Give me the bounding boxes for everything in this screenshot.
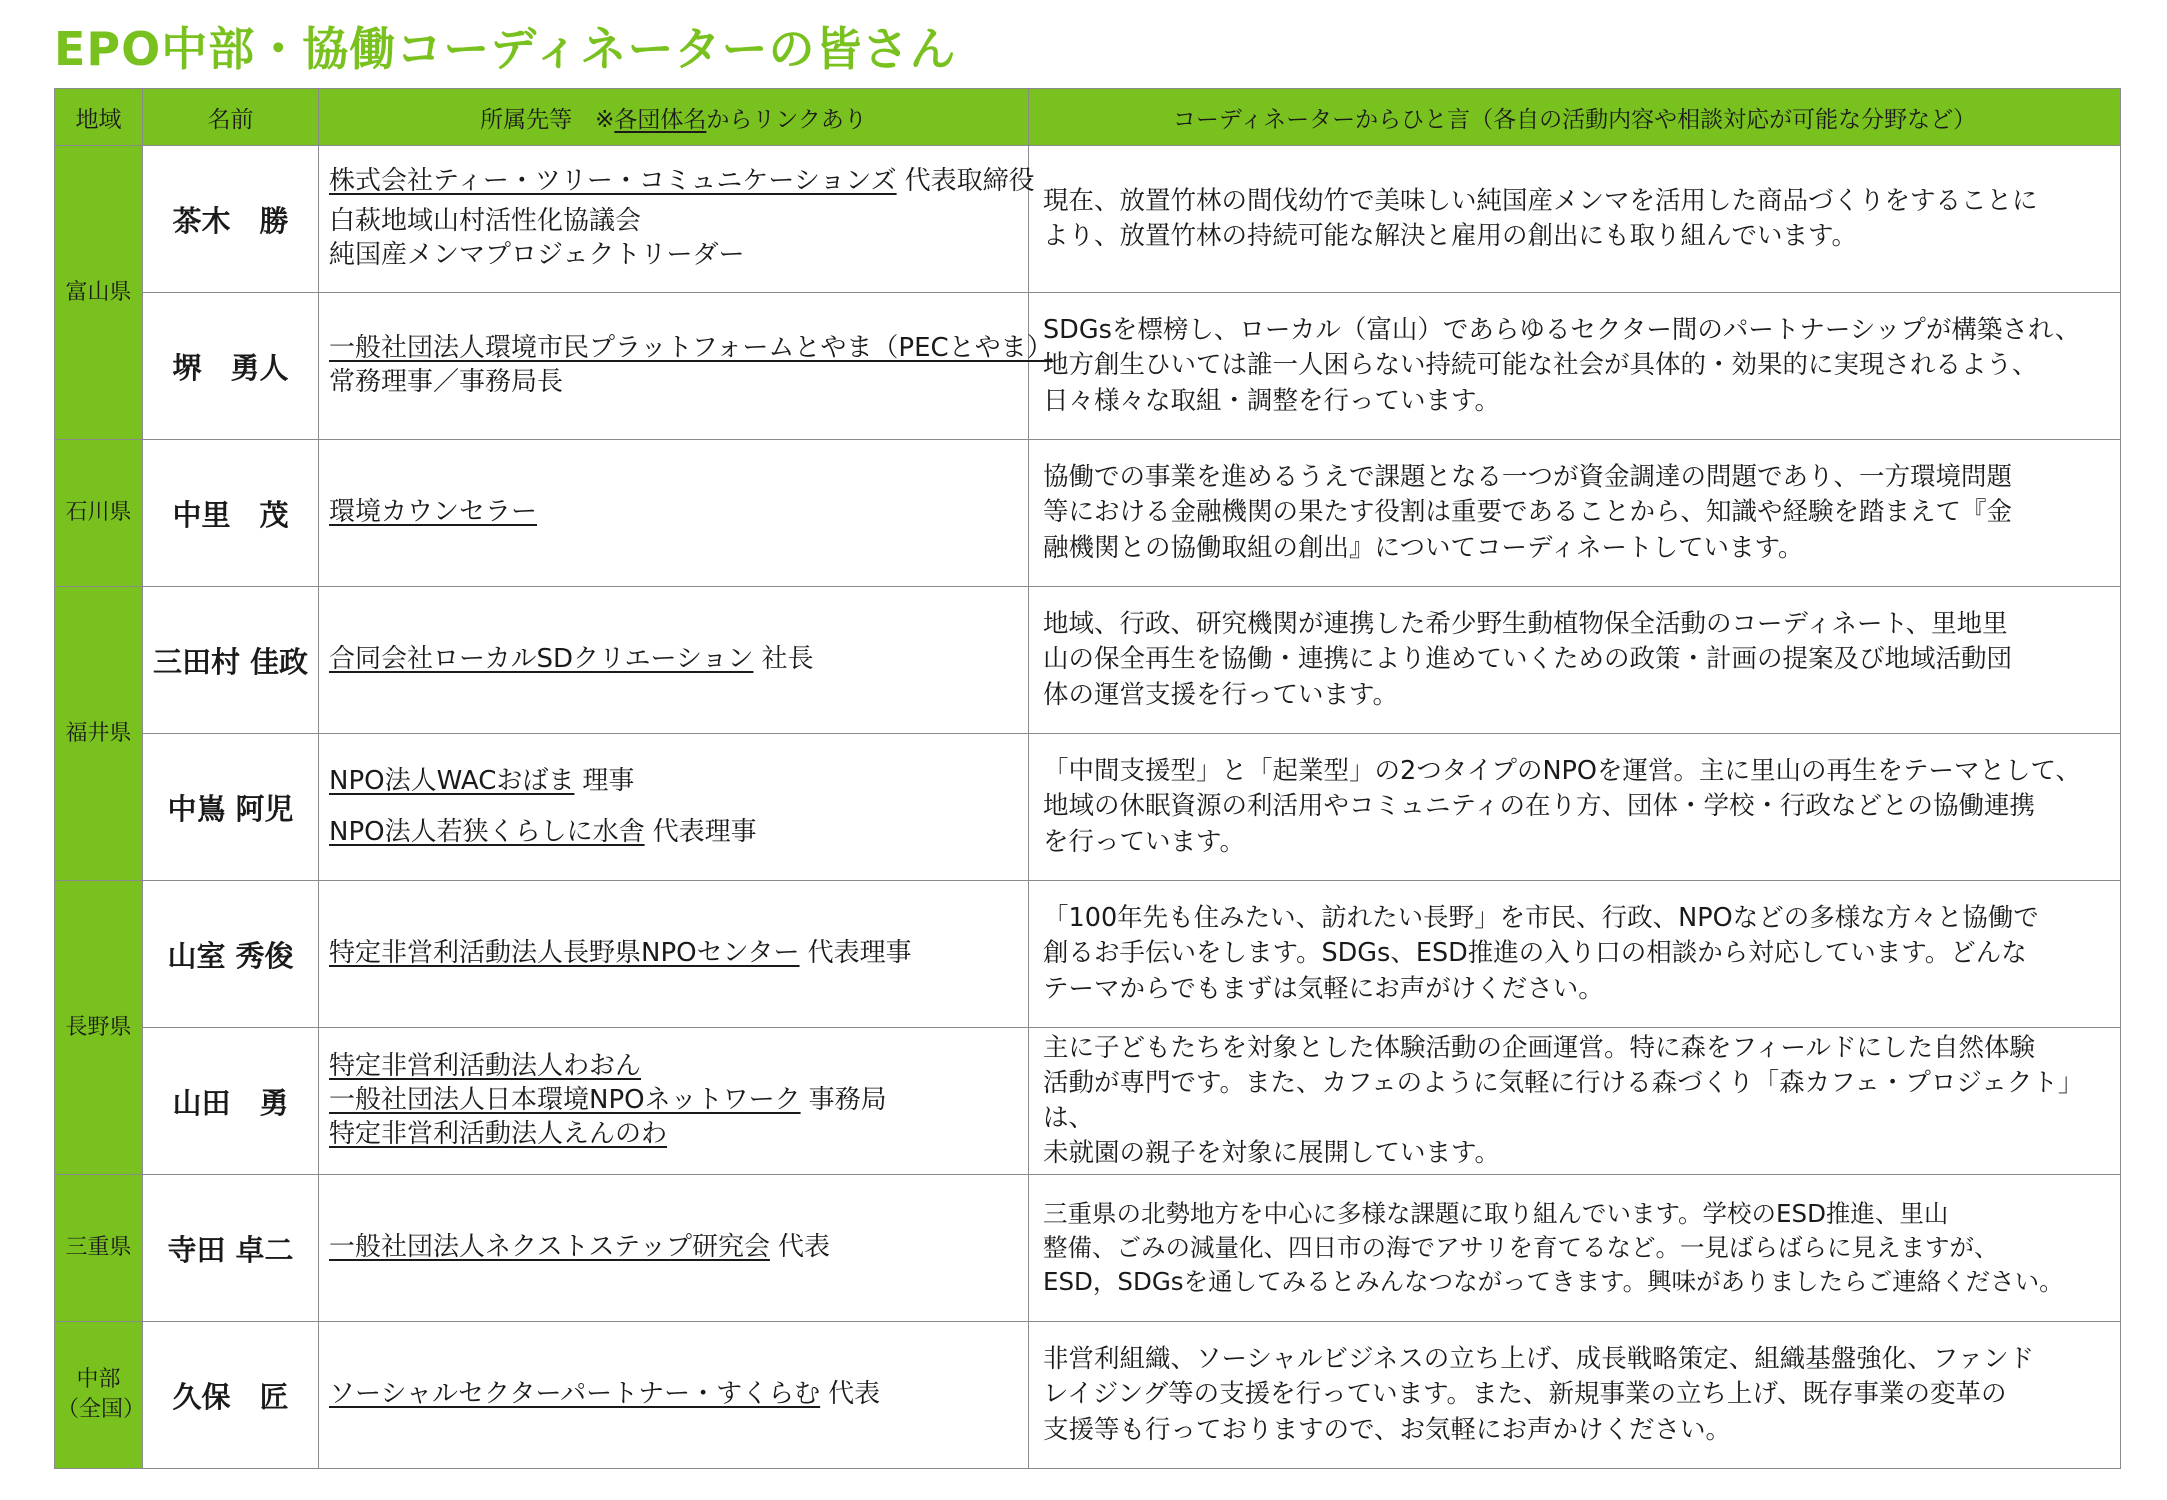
affiliation-line (329, 1375, 1018, 1415)
role-text: 社長 (761, 644, 814, 675)
table-row (55, 587, 2121, 734)
comment-line: 非営利組織、ソーシャルビジネスの立ち上げ、成長戦略策定、組織基盤強化、ファンド (1043, 1344, 2035, 1375)
name-cell: 山室 秀俊 (143, 881, 319, 1028)
table-row (55, 1322, 2121, 1469)
comment-line: 地域、行政、研究機関が連携した希少野生動植物保全活動のコーディネート、里地里 (1043, 609, 2008, 640)
table-row (55, 293, 2121, 440)
affiliation-line (329, 1084, 1018, 1118)
comment-cell (1029, 734, 2121, 881)
comment-line: 活動が専門です。また、カフェのように気軽に行ける森づくり「森カフェ・プロジェクト」は、 (1043, 1067, 2084, 1133)
affiliation-cell (319, 1322, 1029, 1469)
region-cell: 石川県 (55, 440, 143, 587)
header-affiliation-underlined: 各団体名 (614, 106, 707, 133)
comment-line: より、放置竹林の持続可能な解決と雇用の創出にも取り組んでいます。 (1043, 221, 1857, 251)
region-cell: 三重県 (55, 1175, 143, 1322)
role-text: 理事 (582, 765, 635, 796)
name-cell: 寺田 卓二 (143, 1175, 319, 1322)
affiliation-line (329, 493, 1018, 533)
affiliation-line (329, 640, 1018, 680)
comment-cell (1029, 1175, 2121, 1322)
affiliation-line (329, 332, 1053, 366)
affiliation-cell (319, 146, 1035, 293)
comment-cell (1029, 293, 2121, 440)
org-link[interactable]: 一般社団法人日本環境NPOネットワーク (329, 1085, 801, 1116)
region-cell (55, 1322, 146, 1469)
affiliation-line (329, 202, 1018, 276)
table-row (55, 734, 2121, 881)
region-label: 中部 (76, 1367, 121, 1393)
header-affiliation-prefix: 所属先等 ※ (480, 106, 615, 133)
affiliation-cell (319, 1175, 1029, 1322)
comment-line: 等における金融機関の果たす役割は重要であることから、知識や経験を踏まえて『金 (1043, 497, 2013, 528)
comment-line: 現在、放置竹林の間伐幼竹で美味しい純国産メンマを活用した商品づくりをすることに (1043, 185, 2038, 216)
comment-line: 日々様々な取組・調整を行っています。 (1043, 385, 1500, 416)
name-cell: 中里 茂 (143, 440, 319, 587)
header-comment: コーディネーターからひと言（各自の活動内容や相談対応が可能な分野など） (1029, 89, 2121, 146)
org-link[interactable]: 合同会社ローカルSDクリエーション (329, 644, 754, 675)
header-region: 地域 (55, 89, 143, 146)
comment-line: テーマからでもまずは気軽にお声がけください。 (1043, 973, 1604, 1004)
affiliation-line (329, 1228, 1018, 1268)
affiliation-line (329, 1118, 1018, 1152)
comment-line: ESD，SDGsを通してみるとみんなつながってきます。興味がありましたらご連絡ください。 (1043, 1266, 2064, 1296)
table-row (55, 1028, 2121, 1175)
comment-line: 「100年先も住みたい、訪れたい長野」を市民、行政、NPOなどの多様な方々と協働で (1043, 903, 2039, 934)
affiliation-line (329, 162, 1035, 202)
name-cell: 山田 勇 (143, 1028, 319, 1175)
comment-line: 融機関との協働取組の創出』についてコーディネートしています。 (1043, 532, 1804, 563)
region-cell: 福井県 (55, 587, 143, 881)
affiliation-cell (319, 1028, 1029, 1175)
affiliation-cell (319, 881, 1029, 1028)
org-link[interactable]: 特定非営利活動法人わおん (329, 1051, 642, 1082)
coordinator-table (54, 88, 2121, 1469)
comment-cell (1029, 587, 2121, 734)
org-link[interactable]: 一般社団法人ネクストステップ研究会 (329, 1232, 770, 1263)
comment-line: レイジング等の支援を行っています。また、新規事業の立ち上げ、既存事業の変革の (1043, 1379, 2007, 1410)
comment-line: 主に子どもたちを対象とした体験活動の企画運営。特に森をフィールドにした自然体験 (1043, 1032, 2035, 1063)
comment-line: 支援等も行っておりますので、お気軽にお声かけください。 (1043, 1414, 1731, 1445)
comment-line: 協働での事業を進めるうえで課題となる一つが資金調達の問題であり、一方環境問題 (1043, 462, 2013, 493)
comment-cell (1029, 440, 2121, 587)
org-link[interactable]: 特定非営利活動法人長野県NPOセンター (329, 938, 800, 969)
comment-line: SDGsを標榜し、ローカル（富山）であらゆるセクター間のパートナーシップが構築され、 (1043, 315, 2081, 346)
org-link[interactable]: 環境カウンセラー (329, 497, 538, 528)
header-affiliation-suffix: からリンクあり (706, 106, 867, 133)
name-cell: 久保 匠 (143, 1322, 319, 1469)
role-text: 代表 (828, 1379, 881, 1410)
table-row (55, 1175, 2121, 1322)
comment-line: 地方創生ひいては誰一人困らない持続可能な社会が具体的・効果的に実現されるよう、 (1043, 350, 2038, 381)
region-cell: 富山県 (55, 146, 143, 440)
affiliation-line (329, 762, 1018, 813)
name-cell: 三田村 佳政 (143, 587, 319, 734)
affiliation-cell (319, 293, 1053, 440)
affiliation-cell (319, 440, 1029, 587)
name-cell: 堺 勇人 (143, 293, 319, 440)
region-cell: 長野県 (55, 881, 143, 1175)
table-header-row (55, 89, 2121, 146)
org-link[interactable]: NPO法人WACおばま (329, 765, 575, 796)
name-cell: 茶木 勝 (143, 146, 319, 293)
table-row (55, 881, 2121, 1028)
role-text: 代表取締役 (904, 166, 1035, 197)
affiliation-text: 純国産メンマプロジェクトリーダー (329, 239, 745, 270)
affiliation-cell (319, 734, 1029, 881)
comment-cell (1029, 1322, 2121, 1469)
header-name: 名前 (143, 89, 319, 146)
org-link[interactable]: 特定非営利活動法人えんのわ (329, 1118, 668, 1149)
comment-line: 地域の休眠資源の利活用やコミュニティの在り方、団体・学校・行政などとの協働連携 (1043, 791, 2035, 822)
comment-line: 三重県の北勢地方を中心に多様な課題に取り組んでいます。学校のESD推進、里山 (1043, 1199, 1949, 1229)
name-cell: 中嶌 阿児 (143, 734, 319, 881)
region-label: （全国） (57, 1397, 146, 1422)
role-text: 常務理事／事務局長 (329, 367, 564, 397)
affiliation-line (329, 813, 1018, 853)
comment-line: 山の保全再生を協働・連携により進めていくための政策・計画の提案及び地域活動団 (1043, 644, 2013, 675)
comment-cell (1029, 1028, 2121, 1175)
role-text: 事務局 (808, 1085, 887, 1116)
comment-line: 「中間支援型」と「起業型」の2つタイプのNPOを運営。主に里山の再生をテーマとして、 (1043, 756, 2081, 787)
comment-line: 創るお手伝いをします。SDGs、ESD推進の入り口の相談から対応しています。どんな (1043, 938, 2027, 969)
affiliation-text: 白萩地域山村活性化協議会 (329, 206, 642, 237)
org-link[interactable]: NPO法人若狭くらしに水舎 (329, 816, 645, 847)
comment-line: 体の運営支援を行っています。 (1043, 679, 1398, 710)
page-title: EPO中部・協働コーディネーターの皆さん (54, 22, 957, 76)
affiliation-line (329, 934, 1018, 974)
comment-line: 未就園の親子を対象に展開しています。 (1043, 1138, 1500, 1169)
role-text: 代表理事 (807, 938, 912, 969)
comment-cell (1029, 881, 2121, 1028)
header-affiliation (319, 89, 1029, 146)
affiliation-cell (319, 587, 1029, 734)
comment-line: を行っています。 (1043, 826, 1245, 857)
comment-cell (1029, 146, 2121, 293)
org-link[interactable]: 一般社団法人環境市民プラットフォームとやま（PECとやま） (329, 333, 1053, 364)
table-row (55, 440, 2121, 587)
comment-line: 整備、ごみの減量化、四日市の海でアサリを育てるなど。一見ばらばらに見えますが、 (1043, 1233, 1999, 1263)
role-text: 代表 (777, 1232, 830, 1263)
affiliation-line (329, 1050, 1018, 1084)
org-link[interactable]: 株式会社ティー・ツリー・コミュニケーションズ (329, 166, 897, 197)
table-row (55, 146, 2121, 293)
role-text: 代表理事 (652, 816, 757, 847)
org-link[interactable]: ソーシャルセクターパートナー・すくらむ (329, 1379, 821, 1410)
